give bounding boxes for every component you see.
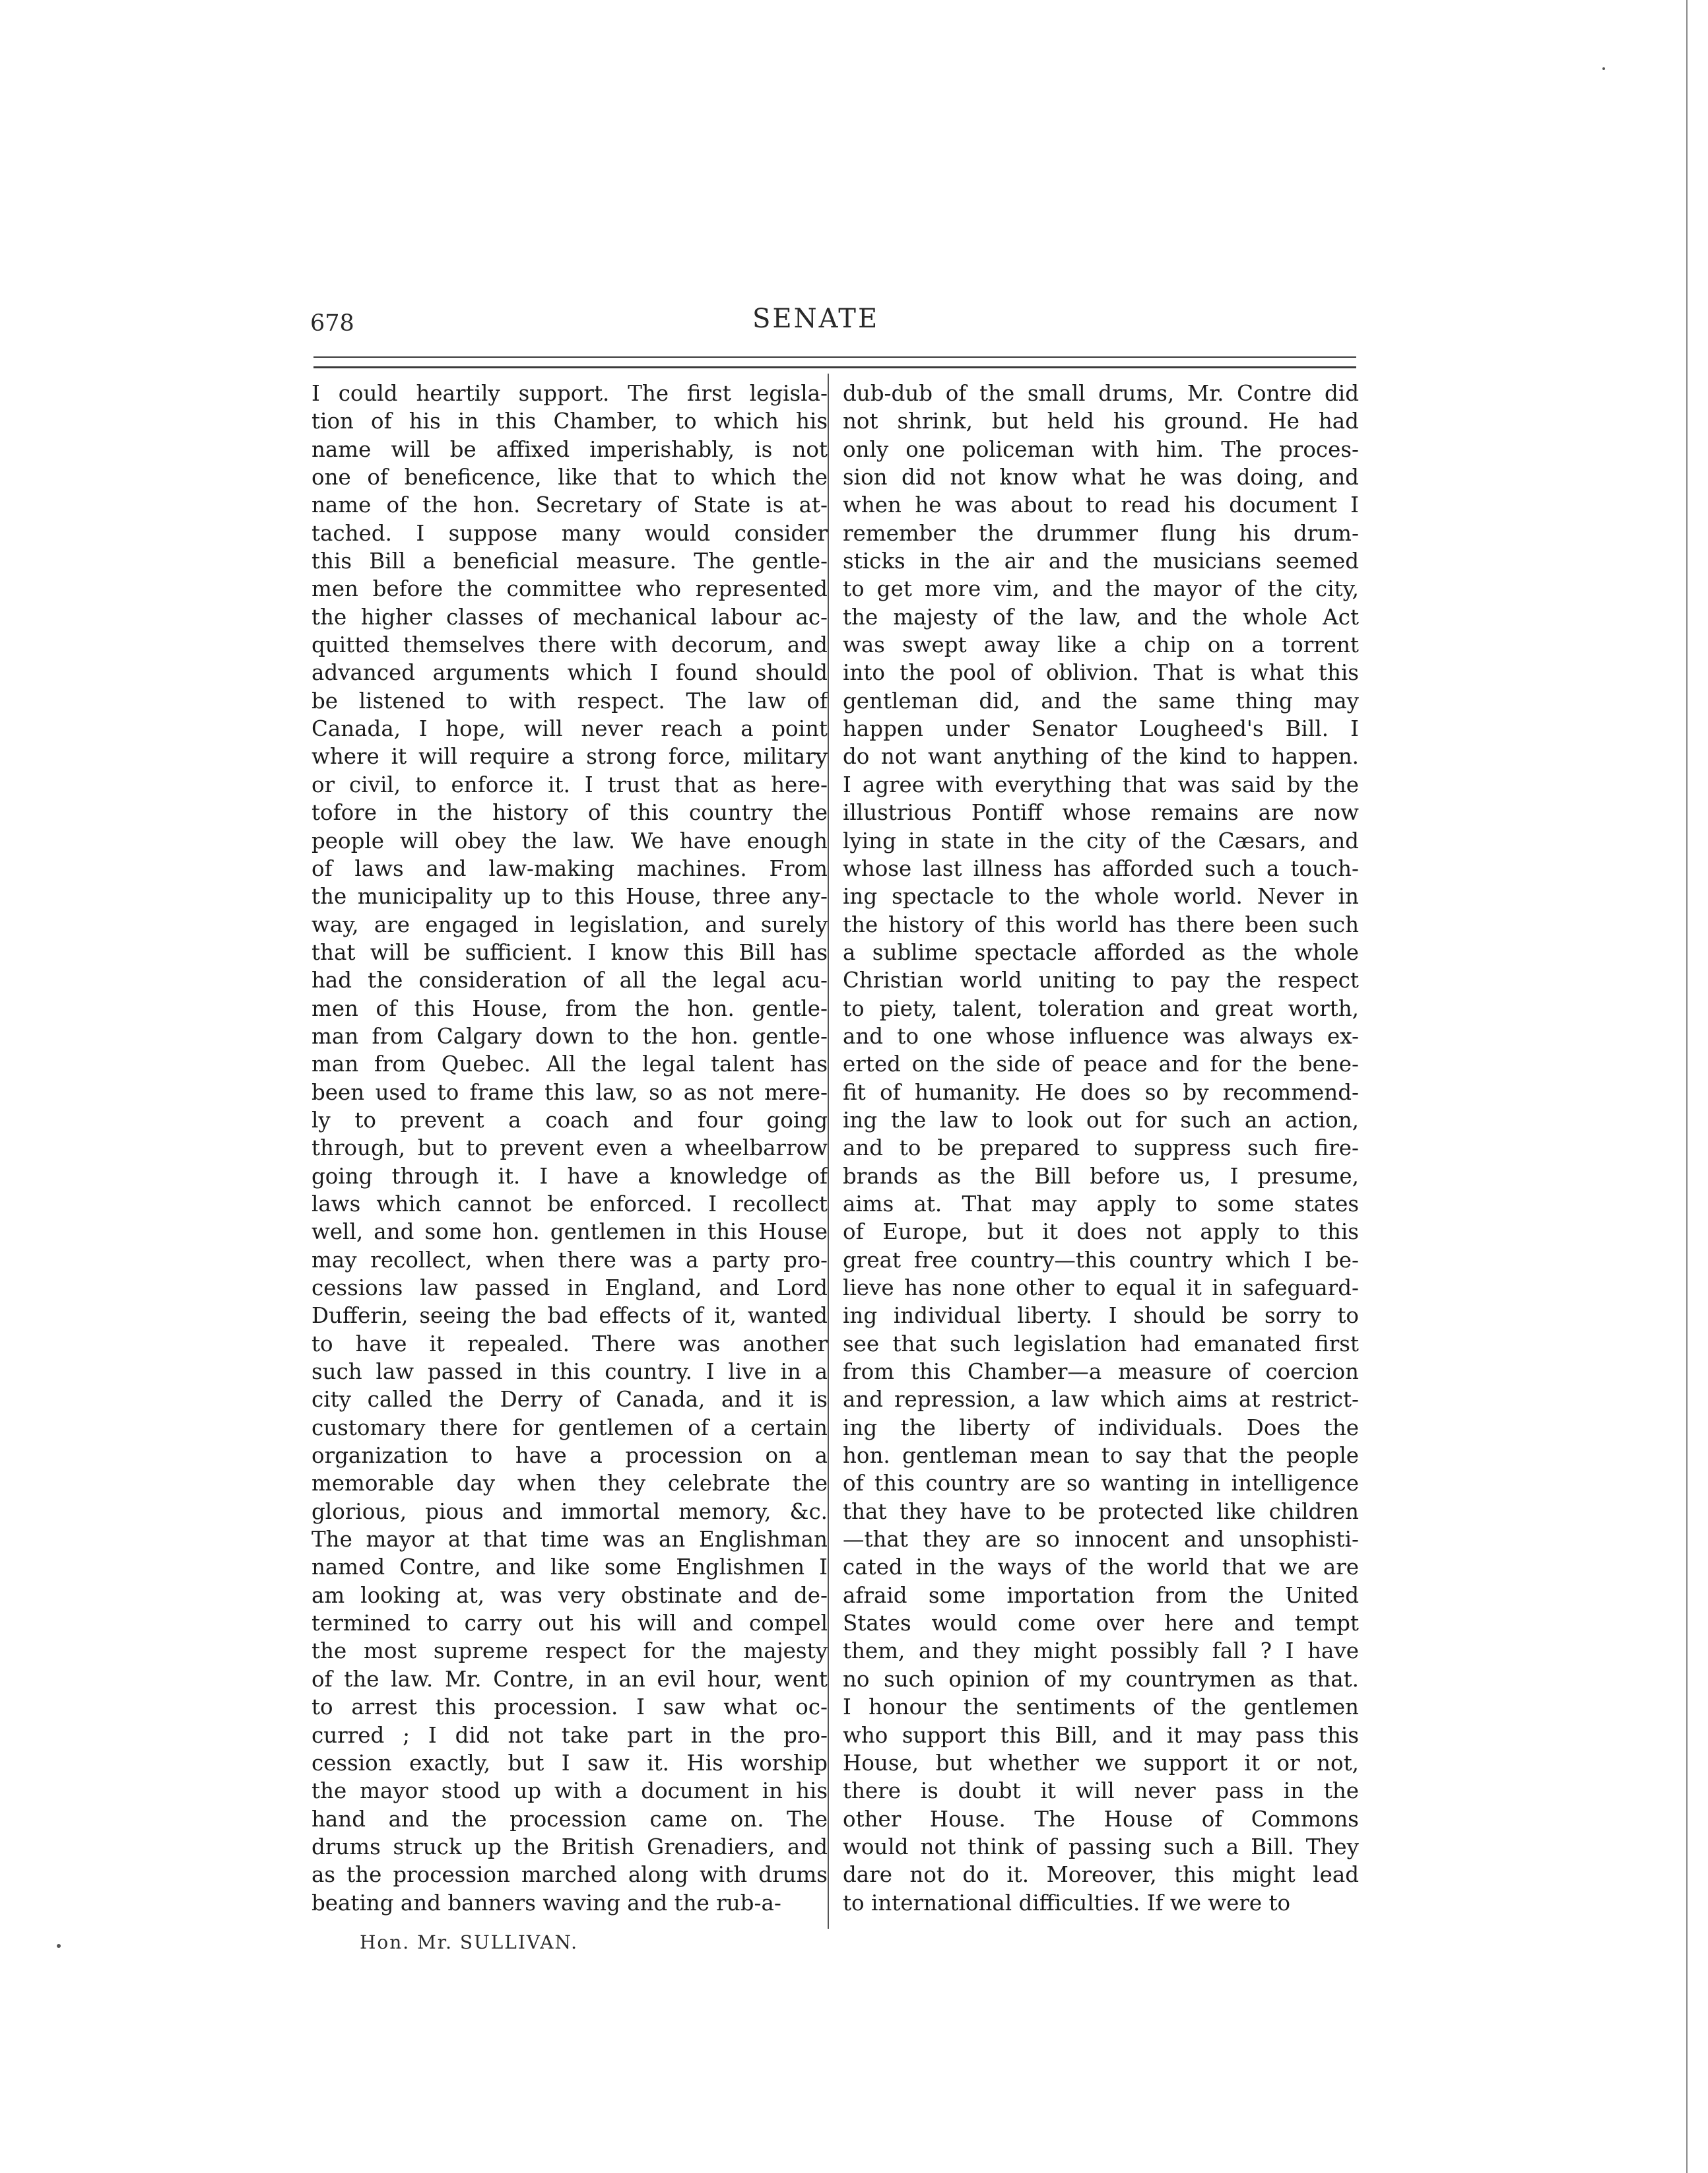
text-line: through, but to prevent even a wheelbarrow [312,1135,828,1161]
text-line: a sublime spectacle afforded as the whole [843,939,1359,965]
text-line: beating and banners waving and the rub-a- [312,1890,781,1916]
text-line: hon. gentleman mean to say that the people [843,1443,1359,1469]
running-head: SENATE [752,304,880,334]
text-line: afraid some importation from the United [843,1582,1359,1608]
text-line: tofore in the history of this country the [312,800,828,826]
text-line: and repression, a law which aims at restrict- [843,1387,1359,1413]
text-line: be listened to with respect. The law of [312,688,828,714]
text-line: —that they are so innocent and unsophisti- [843,1527,1359,1553]
text-line: to get more vim, and the mayor of the city, [843,576,1359,602]
text-line: am looking at, was very obstinate and de- [312,1582,828,1608]
text-line: customary there for gentlemen of a certain [312,1415,828,1440]
text-line: the majesty of the law, and the whole Act [843,604,1359,630]
text-line: cession exactly, but I saw it. His worship [312,1750,828,1776]
text-line: to piety, talent, toleration and great worth, [843,995,1359,1021]
text-line: sion did not know what he was doing, and [843,465,1359,490]
text-line: would not think of passing such a Bill. They [843,1834,1359,1859]
text-line: I could heartily support. The first legisla- [312,381,828,406]
text-line: this Bill a beneficial measure. The gentle- [312,549,828,574]
text-line: to have it repealed. There was another [312,1331,828,1356]
text-line: sticks in the air and the musicians seemed [843,549,1359,574]
text-line: that will be sufficient. I know this Bill has [312,939,828,965]
text-line: cessions law passed in England, and Lord [312,1275,828,1300]
text-line: lying in state in the city of the Cæsars, and [843,828,1359,853]
text-line: who support this Bill, and it may pass this [843,1722,1359,1748]
column-divider [828,374,829,1929]
text-line: the higher classes of mechanical labour ac- [312,604,828,630]
text-line: other House. The House of Commons [843,1806,1359,1832]
text-line: as the procession marched along with drums [312,1862,828,1888]
text-line: man from Quebec. All the legal talent has [312,1052,828,1077]
text-line: the history of this world has there been such [843,912,1359,937]
text-line: and to one whose influence was always ex- [843,1023,1359,1049]
text-line: do not want anything of the kind to happen. [843,744,1359,770]
text-line: drums struck up the British Grenadiers, and [312,1834,828,1859]
text-line: lieve has none other to equal it in safeguard- [843,1275,1359,1300]
text-line: advanced arguments which I found should [312,660,828,686]
text-line: named Contre, and like some Englishmen I [312,1555,828,1580]
text-line: way, are engaged in legislation, and surely [312,912,828,937]
text-line: of Europe, but it does not apply to this [843,1219,1359,1245]
text-line: such law passed in this country. I live in a [312,1359,828,1385]
text-line: when he was about to read his document I [843,492,1359,518]
text-line: aims at. That may apply to some states [843,1191,1359,1217]
text-line: name will be affixed imperishably, is not [312,436,828,462]
text-line: ly to prevent a coach and four going [312,1107,828,1133]
text-line: gentleman did, and the same thing may [843,688,1359,714]
text-line: well, and some hon. gentlemen in this House [312,1219,828,1245]
text-line: quitted themselves there with decorum, and [312,632,828,658]
text-line: House, but whether we support it or not, [843,1750,1359,1776]
dust-speck [57,1944,61,1948]
text-line: or civil, to enforce it. I trust that as here- [312,772,828,797]
text-line: dare not do it. Moreover, this might lead [843,1862,1359,1888]
text-line: Dufferin, seeing the bad effects of it, wanted [312,1303,828,1329]
text-line: them, and they might possibly fall ? I have [843,1638,1359,1664]
text-line: from this Chamber—a measure of coercion [843,1359,1359,1385]
text-line: curred ; I did not take part in the pro- [312,1722,828,1748]
text-line: organization to have a procession on a [312,1443,828,1469]
text-line: may recollect, when there was a party pro- [312,1247,828,1273]
text-line: of the law. Mr. Contre, in an evil hour, went [312,1666,828,1692]
right-column [843,380,1359,1917]
text-line: men before the committee who represented [312,576,828,602]
text-line: the mayor stood up with a document in his [312,1778,828,1804]
text-line: of laws and law-making machines. From [312,855,828,881]
text-line: termined to carry out his will and compel [312,1611,828,1636]
text-line: where it will require a strong force, military [312,744,828,770]
text-line: and to be prepared to suppress such fire- [843,1135,1359,1161]
text-line: tion of his in this Chamber, to which his [312,409,828,434]
dust-speck [1602,67,1605,70]
text-line: laws which cannot be enforced. I recollect [312,1191,828,1217]
text-line: not shrink, but held his ground. He had [843,409,1359,434]
text-line: Canada, I hope, will never reach a point [312,716,828,742]
text-line: name of the hon. Secretary of State is at- [312,492,828,518]
text-line: whose last illness has afforded such a touch- [843,855,1359,881]
text-line: of this country are so wanting in intelligence [843,1471,1359,1496]
text-line: brands as the Bill before us, I presume, [843,1163,1359,1189]
text-line: dub-dub of the small drums, Mr. Contre did [843,381,1359,406]
text-line: glorious, pious and immortal memory, &c. [312,1498,828,1524]
text-line: remember the drummer flung his drum- [843,520,1359,546]
text-line: see that such legislation had emanated first [843,1331,1359,1356]
text-line: I agree with everything that was said by the [843,772,1359,797]
text-line: people will obey the law. We have enough [312,828,828,853]
header-rule [313,366,1356,368]
text-line: hand and the procession came on. The [312,1806,828,1832]
text-line: there is doubt it will never pass in the [843,1778,1359,1804]
text-line: I honour the sentiments of the gentlemen [843,1694,1359,1720]
text-line: ing spectacle to the whole world. Never in [843,884,1359,910]
text-line: going through it. I have a knowledge of [312,1163,828,1189]
text-line: had the consideration of all the legal acu- [312,968,828,993]
text-line: great free country—this country which I be- [843,1247,1359,1273]
text-line: to international difficulties. If we were to [843,1890,1291,1916]
text-line: States would come over here and tempt [843,1611,1359,1636]
text-line: men of this House, from the hon. gentle- [312,995,828,1021]
text-line: The mayor at that time was an Englishman [312,1527,828,1553]
text-line: been used to frame this law, so as not mere- [312,1079,828,1105]
text-line: was swept away like a chip on a torrent [843,632,1359,658]
text-line: cated in the ways of the world that we are [843,1555,1359,1580]
text-line: the municipality up to this House, three any- [312,884,828,910]
text-line: happen under Senator Lougheed's Bill. I [843,716,1359,742]
text-line: fit of humanity. He does so by recommend- [843,1079,1359,1105]
header-rule [313,356,1356,358]
text-line: only one policeman with him. The proces- [843,436,1359,462]
text-line: tached. I suppose many would consider [312,520,828,546]
text-line: memorable day when they celebrate the [312,1471,828,1496]
text-line: one of beneficence, like that to which the [312,465,828,490]
page-edge [1686,0,1688,2173]
text-line: Christian world uniting to pay the respect [843,968,1359,993]
text-line: ing the liberty of individuals. Does the [843,1415,1359,1440]
text-line: ing individual liberty. I should be sorry to [843,1303,1359,1329]
text-line: illustrious Pontiff whose remains are now [843,800,1359,826]
page-number: 678 [310,310,354,337]
text-line: that they have to be protected like children [843,1498,1359,1524]
text-line: into the pool of oblivion. That is what this [843,660,1359,686]
text-line: no such opinion of my countrymen as that. [843,1666,1359,1692]
text-line: man from Calgary down to the hon. gentle- [312,1023,828,1049]
text-line: the most supreme respect for the majesty [312,1638,828,1664]
text-line: erted on the side of peace and for the bene- [843,1052,1359,1077]
text-line: city called the Derry of Canada, and it is [312,1387,828,1413]
footer-speaker: Hon. Mr. SULLIVAN. [360,1931,579,1953]
text-line: to arrest this procession. I saw what oc- [312,1694,828,1720]
left-column [312,380,828,1917]
text-line: ing the law to look out for such an action, [843,1107,1359,1133]
